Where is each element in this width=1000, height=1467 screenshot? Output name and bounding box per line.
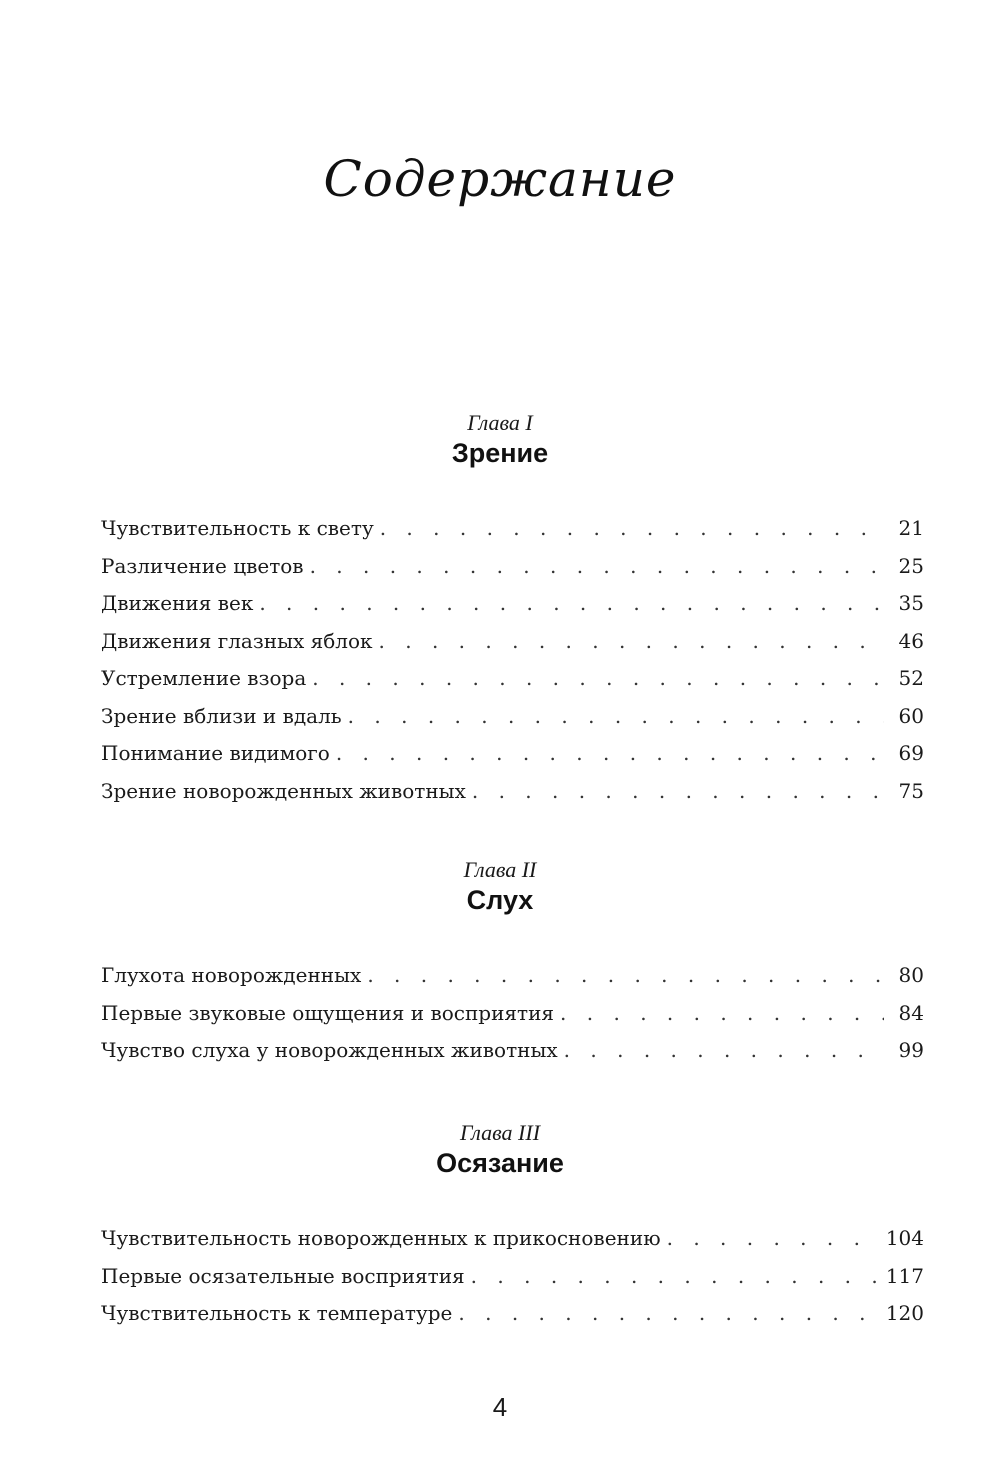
page-title: Содержание [323, 150, 677, 208]
toc-entry-page: 21 [884, 516, 924, 540]
dot-leader [310, 554, 884, 578]
toc-entry-page: 69 [884, 741, 924, 765]
toc-entry-page: 60 [884, 704, 924, 728]
dot-leader [560, 1001, 884, 1025]
dot-leader [259, 591, 884, 615]
toc-entry[interactable] [101, 704, 924, 742]
toc-entry[interactable] [101, 1301, 924, 1339]
toc-entry-title: Движения век [101, 591, 259, 615]
toc-entry-title: Понимание видимого [101, 741, 336, 765]
chapter-3-label: Глава III [459, 1120, 541, 1145]
chapter-1-label: Глава I [467, 410, 533, 435]
toc-entry[interactable] [101, 779, 924, 817]
dot-leader [380, 516, 884, 540]
toc-entry-title: Зрение вблизи и вдаль [101, 704, 348, 728]
dot-leader [367, 963, 884, 987]
toc-entry[interactable] [101, 629, 924, 667]
dot-leader [472, 779, 884, 803]
dot-leader [458, 1301, 875, 1325]
toc-entry[interactable] [101, 1001, 924, 1039]
chapter-2-label: Глава II [463, 857, 537, 882]
toc-entry[interactable] [101, 666, 924, 704]
chapter-2-toc-list [101, 963, 924, 1076]
chapter-2-title: Слух [466, 885, 534, 915]
toc-entry-page: 80 [884, 963, 924, 987]
dot-leader [379, 629, 884, 653]
toc-entry[interactable] [101, 741, 924, 779]
toc-entry[interactable] [101, 1264, 924, 1302]
toc-entry-title: Различение цветов [101, 554, 310, 578]
toc-entry-page: 104 [876, 1226, 924, 1250]
dot-leader [667, 1226, 876, 1250]
toc-entry-title: Движения глазных яблок [101, 629, 379, 653]
toc-entry-title: Глухота новорожденных [101, 963, 367, 987]
toc-entry-page: 120 [876, 1301, 924, 1325]
toc-entry-page: 84 [884, 1001, 924, 1025]
dot-leader [471, 1264, 876, 1288]
toc-entry-page: 35 [884, 591, 924, 615]
toc-entry-page: 117 [876, 1264, 924, 1288]
toc-entry[interactable] [101, 963, 924, 1001]
chapter-3-title: Осязание [436, 1148, 564, 1178]
toc-entry[interactable] [101, 516, 924, 554]
toc-entry-title: Первые звуковые ощущения и восприятия [101, 1001, 560, 1025]
toc-entry-page: 75 [884, 779, 924, 803]
toc-entry-title: Устремление взора [101, 666, 312, 690]
toc-entry-title: Чувствительность новорожденных к прикосновению [101, 1226, 667, 1250]
dot-leader [312, 666, 884, 690]
toc-entry-page: 25 [884, 554, 924, 578]
chapter-3-toc-list [101, 1226, 924, 1339]
chapter-1-title: Зрение [451, 438, 549, 468]
toc-entry[interactable] [101, 591, 924, 629]
toc-entry-page: 46 [884, 629, 924, 653]
dot-leader [336, 741, 884, 765]
toc-entry-title: Чувство слуха у новорожденных животных [101, 1038, 564, 1062]
toc-entry[interactable] [101, 554, 924, 592]
toc-entry-title: Зрение новорожденных животных [101, 779, 472, 803]
toc-entry-title: Чувствительность к температуре [101, 1301, 458, 1325]
toc-entry-title: Чувствительность к свету [101, 516, 380, 540]
toc-entry[interactable] [101, 1038, 924, 1076]
page-number: 4 [492, 1392, 508, 1422]
chapter-1-toc-list [101, 516, 924, 816]
toc-entry-page: 52 [884, 666, 924, 690]
dot-leader [348, 704, 884, 728]
toc-entry-page: 99 [884, 1038, 924, 1062]
dot-leader [564, 1038, 884, 1062]
toc-entry-title: Первые осязательные восприятия [101, 1264, 471, 1288]
toc-entry[interactable] [101, 1226, 924, 1264]
